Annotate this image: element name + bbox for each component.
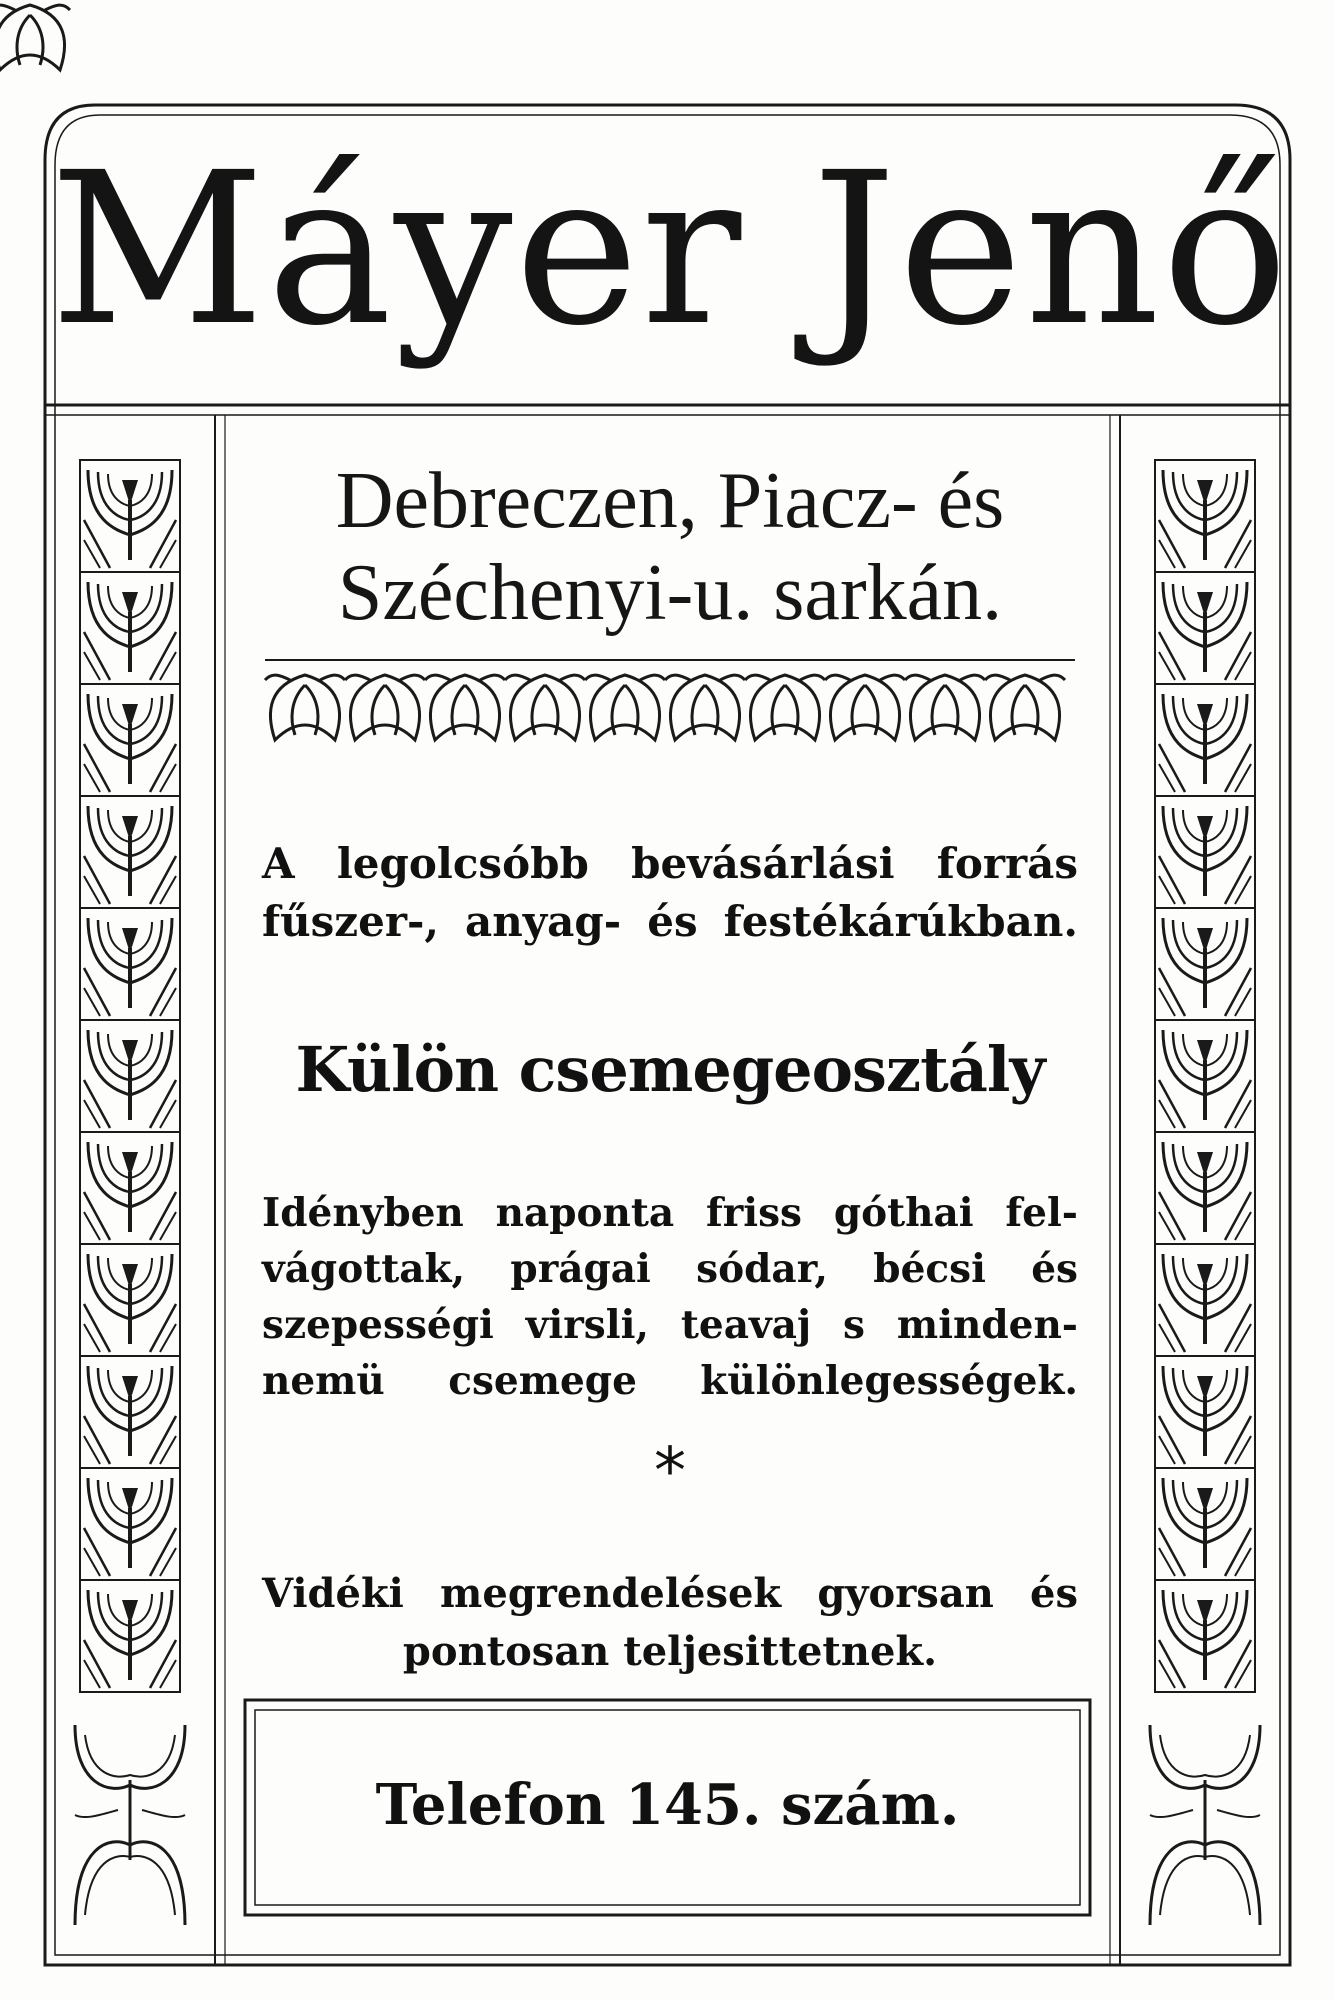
right-ornament-column: [1150, 460, 1260, 1925]
daily-offer-line-3: szepességi virsli, teavaj s minden-: [262, 1302, 1078, 1348]
address-line-1: Debreczen, Piacz- és: [335, 457, 1005, 545]
asterisk-separator: *: [654, 1435, 686, 1509]
daily-offer-line-2: vágottak, prágai sódar, bécsi és: [262, 1246, 1078, 1292]
ornament-band: [0, 5, 70, 70]
orders-line-2: pontosan teljesittetnek.: [402, 1628, 938, 1675]
tagline-line-1: A legolcsóbb bevásárlási forrás: [262, 839, 1078, 888]
shop-name-title: Máyer Jenő: [49, 127, 1291, 372]
orders-line-1: Vidéki megrendelések gyorsan és: [262, 1570, 1078, 1617]
left-ornament-column: [75, 460, 185, 1925]
daily-offer-line-1: Idényben naponta friss góthai fel-: [262, 1190, 1078, 1236]
phone-number: Telefon 145. szám.: [375, 1772, 960, 1838]
tagline-line-2: fűszer-, anyag- és festékárúkban.: [262, 897, 1078, 946]
daily-offer-line-4: nemü csemege különlegességek.: [262, 1358, 1078, 1404]
delicatessen-heading: Külön csemegeosztály: [295, 1033, 1045, 1106]
address-line-2: Széchenyi-u. sarkán.: [337, 549, 1003, 637]
orders-notice: [262, 1565, 1078, 1681]
tagline: [262, 835, 1078, 951]
shop-address: [260, 455, 1080, 639]
daily-offer: [262, 1185, 1078, 1409]
